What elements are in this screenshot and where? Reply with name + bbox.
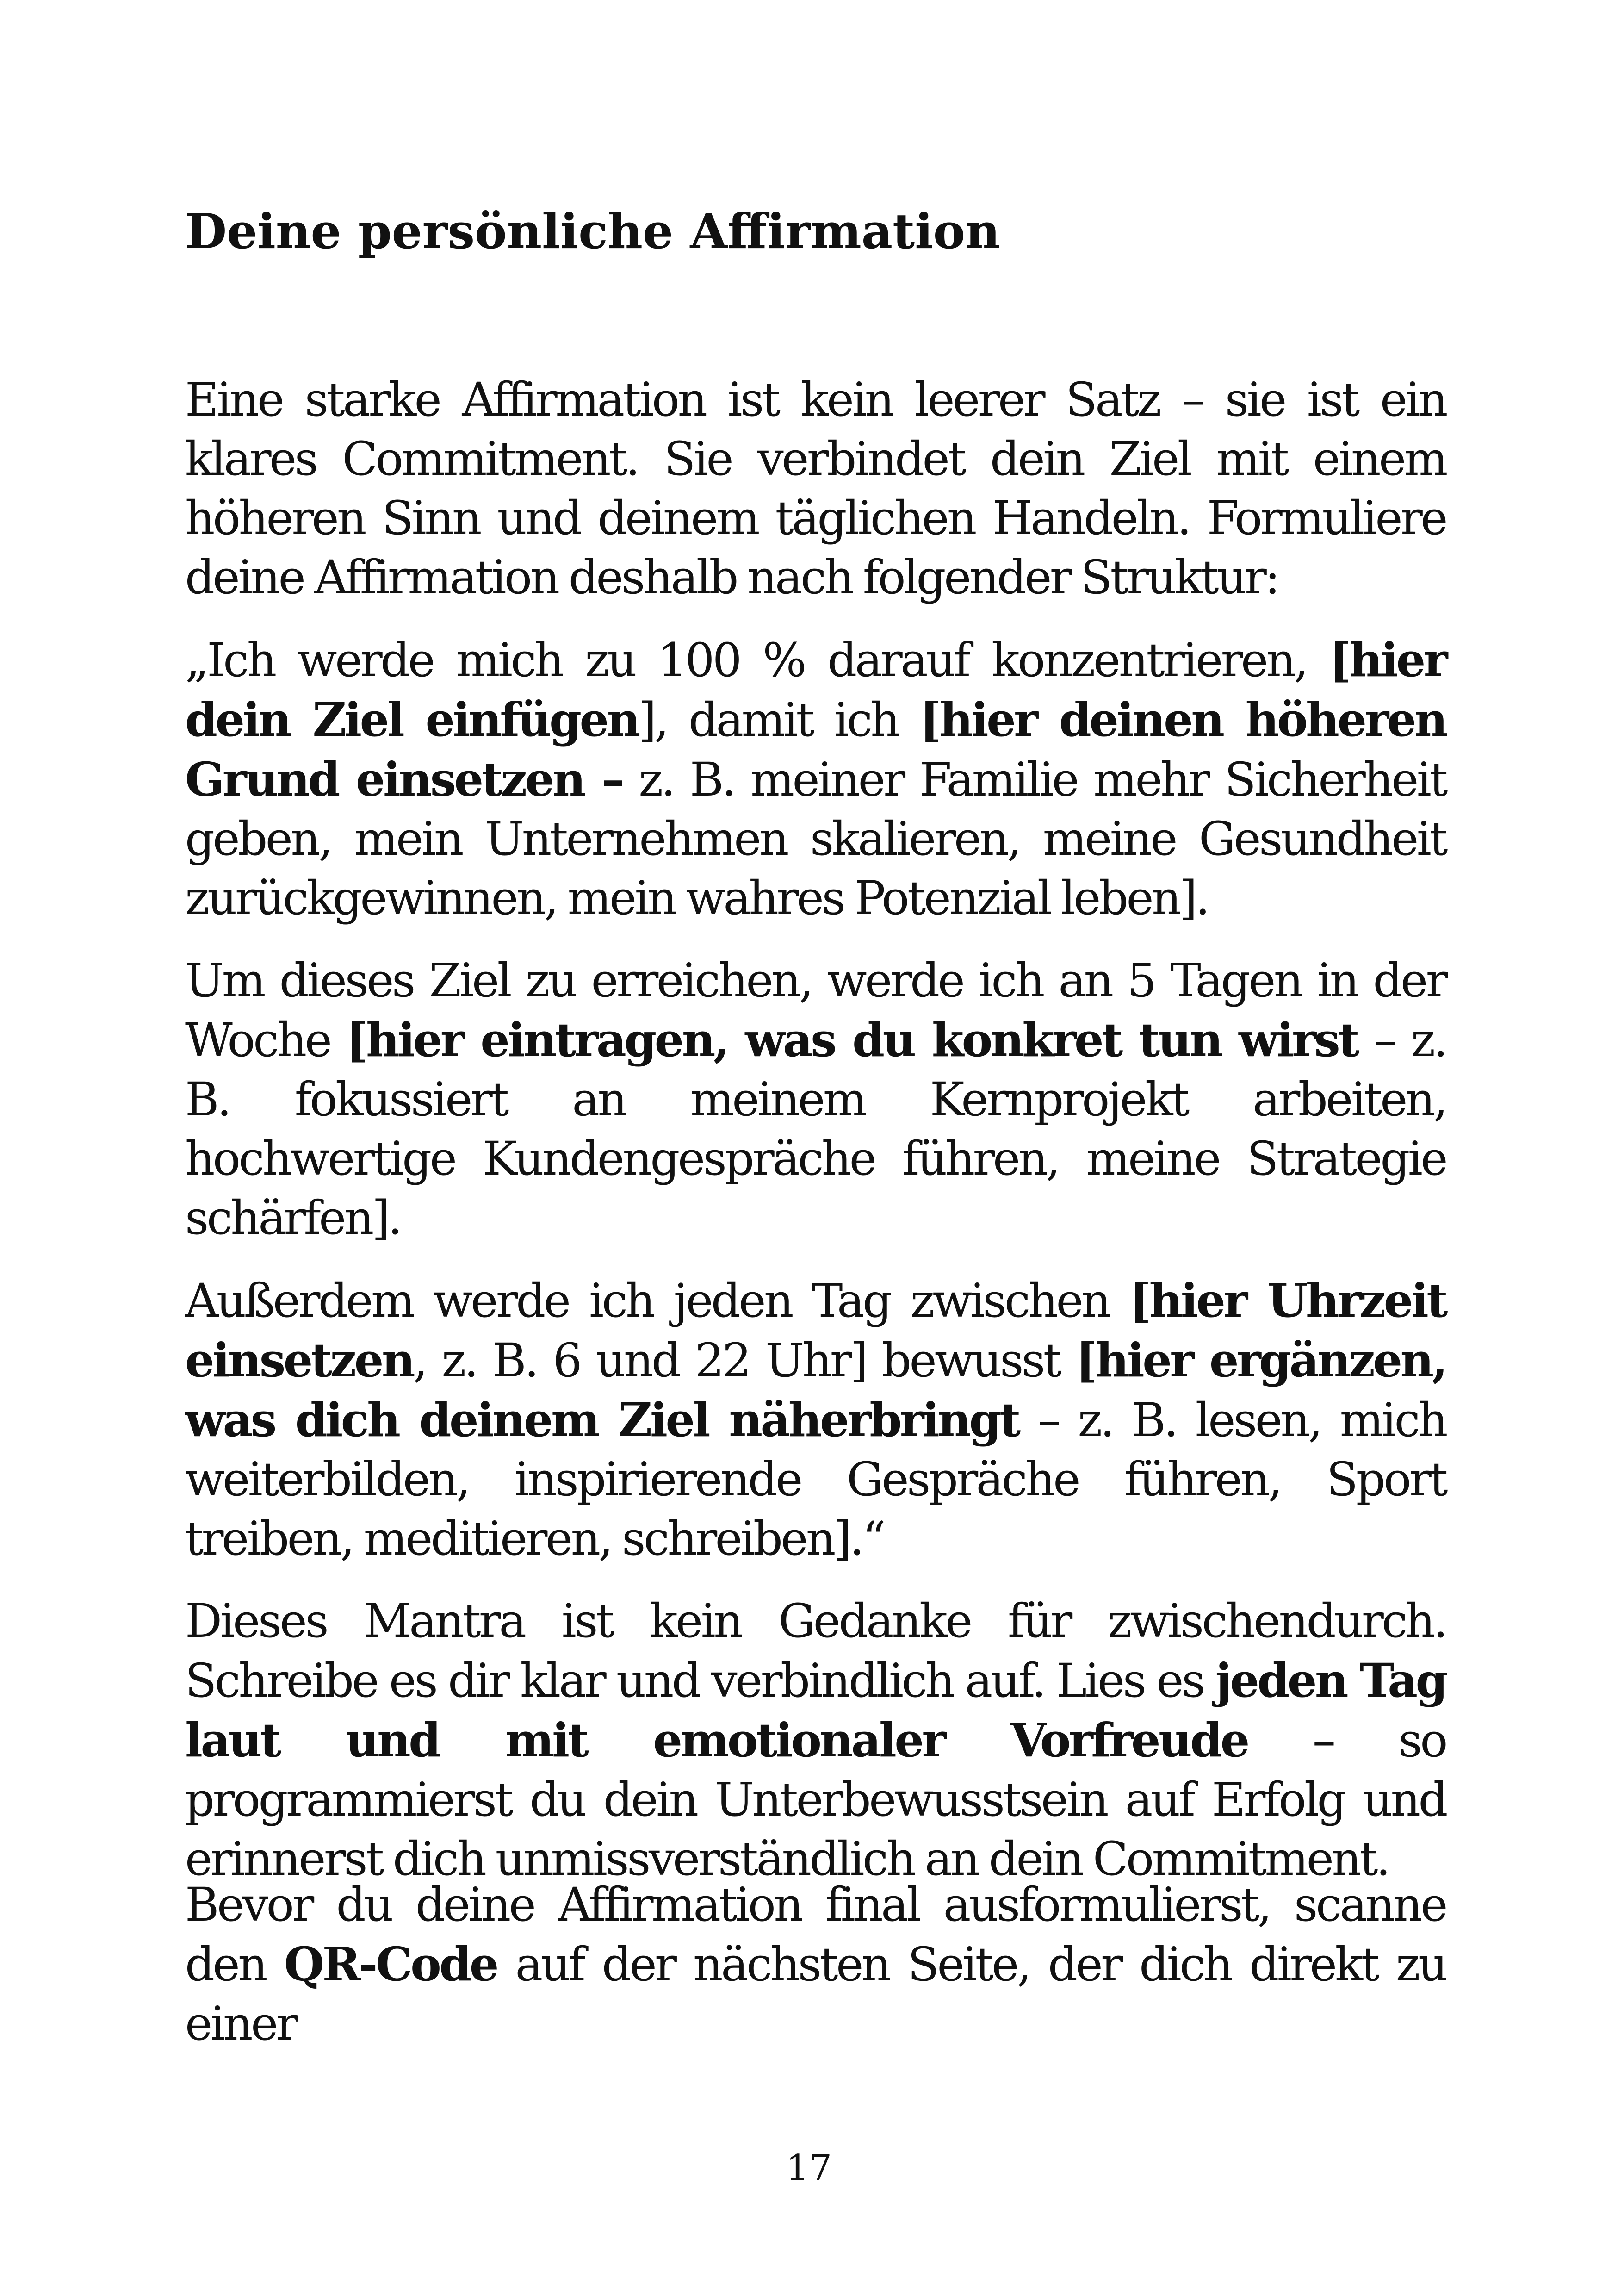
- bold-text-run: [hier ergänzen, was dich deinem Ziel näherbringt: [185, 1333, 1446, 1447]
- text-run: Bevor du deine Affirmation final ausformulierst, scanne den: [185, 1878, 1446, 1991]
- paragraph-qr-code: [185, 1875, 1446, 2053]
- bold-text-run: [hier eintragen, was du konkret tun wirst: [346, 1013, 1358, 1067]
- paragraph-mantra: [185, 1592, 1446, 1889]
- page-number: 17: [786, 2147, 832, 2189]
- paragraph-affirmation-weekly: [185, 951, 1446, 1248]
- page-title: Deine persönliche Affirmation: [185, 203, 1000, 260]
- paragraph-intro: [185, 370, 1446, 607]
- text-run: Außerdem werde ich jeden Tag zwischen: [185, 1274, 1129, 1328]
- text-run: Dieses Mantra ist kein Gedanke für zwischendurch. Schreibe es dir klar und verbindlich auf. Lies es: [185, 1594, 1446, 1708]
- bold-text-run: [hier Uhrzeit einsetzen: [185, 1273, 1446, 1388]
- text-run: , z. B. 6 und 22 Uhr] bewusst: [413, 1333, 1076, 1388]
- text-run: „Ich werde mich zu 100 % darauf konzentrieren,: [185, 633, 1330, 687]
- text-run: – z. B. fokussiert an meinem Kernprojekt arbeiten, hochwertige Kundengespräche führen, meine Strategie schärfen].: [185, 1013, 1446, 1245]
- body-text: [185, 370, 1446, 1889]
- text-run: Um dieses Ziel zu erreichen, werde ich an 5 Tagen in der Woche: [185, 953, 1446, 1067]
- bold-text-run: [hier dein Ziel einfügen: [185, 633, 1446, 747]
- text-run: Eine starke Affirmation ist kein leerer Satz – sie ist ein klares Commitment. Sie verbindet dein Ziel mit einem höheren Sinn und deinem täglichen Handeln. Formuliere deine Affirmation deshalb nach folgender Struktur:: [185, 373, 1446, 604]
- bold-text-run: [hier deinen höheren Grund einsetzen –: [185, 692, 1446, 807]
- text-run: ], damit ich: [638, 693, 920, 747]
- bold-text-run: QR-Code: [284, 1937, 497, 1991]
- bold-text-run: jeden Tag laut und mit emotionaler Vorfreude: [185, 1653, 1446, 1767]
- paragraph-affirmation-daily: [185, 1271, 1446, 1568]
- text-run: – so programmierst du dein Unterbewusstsein auf Erfolg und erinnerst dich unmissverständlich an dein Commitment.: [185, 1713, 1446, 1886]
- text-run: z. B. meiner Familie mehr Sicherheit geben, mein Unternehmen skalieren, meine Gesundheit zurückgewinnen, mein wahres Potenzial leben].: [185, 753, 1446, 925]
- text-run: auf der nächsten Seite, der dich direkt zu einer: [185, 1937, 1446, 2051]
- paragraph-affirmation-goal: [185, 630, 1446, 928]
- closing-text: [185, 1875, 1446, 2053]
- text-run: – z. B. lesen, mich weiterbilden, inspirierende Gespräche führen, Sport treiben, meditieren, schreiben].“: [185, 1393, 1446, 1566]
